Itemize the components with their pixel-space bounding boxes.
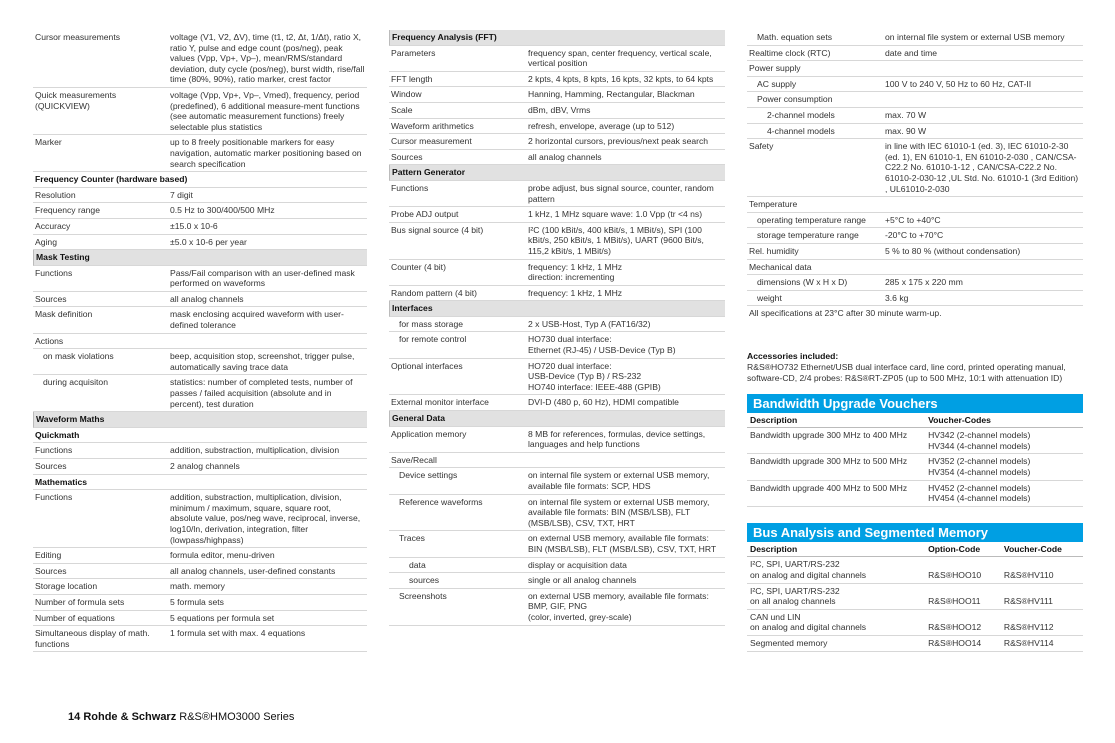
spec-row bbox=[389, 589, 725, 626]
bus-analysis-title: Bus Analysis and Segmented Memory bbox=[747, 523, 1083, 542]
spec-label: Functions bbox=[35, 445, 73, 456]
spec-row bbox=[747, 61, 1083, 77]
spec-row bbox=[33, 375, 367, 412]
spec-row bbox=[33, 611, 367, 627]
table-row bbox=[747, 635, 1083, 651]
spec-value: all analog channels bbox=[528, 151, 602, 162]
spec-label: Math. equation sets bbox=[757, 32, 833, 42]
spec-value: Pass/Fail comparison with an user-defined mask performed on waveforms bbox=[170, 267, 355, 289]
spec-value: single or all analog channels bbox=[528, 575, 637, 586]
table-header: Voucher-Codes bbox=[925, 413, 1083, 428]
spec-row bbox=[747, 275, 1083, 291]
spec-label: Traces bbox=[399, 533, 425, 544]
table-cell: CAN und LIN on analog and digital channels bbox=[747, 609, 925, 635]
table-cell: R&S®HOO12 bbox=[925, 609, 1001, 635]
spec-value: 2 x USB-Host, Typ A (FAT16/32) bbox=[528, 318, 651, 329]
interfaces-rows bbox=[389, 317, 725, 411]
spec-label: Parameters bbox=[391, 47, 436, 58]
spec-value: 5 % to 80 % (without condensation) bbox=[885, 245, 1021, 256]
spec-value: ±5.0 x 10-6 per year bbox=[170, 236, 247, 247]
spec-row bbox=[747, 108, 1083, 124]
spec-value: 2 kpts, 4 kpts, 8 kpts, 16 kpts, 32 kpts, to 64 kpts bbox=[528, 73, 714, 84]
spec-row bbox=[389, 223, 725, 260]
spec-value: mask enclosing acquired waveform with user-defined tolerance bbox=[170, 309, 344, 331]
table-cell: R&S®HV112 bbox=[1001, 609, 1083, 635]
spec-value: all analog channels, user-defined constants bbox=[170, 565, 336, 576]
table-row bbox=[747, 480, 1083, 506]
spec-row bbox=[33, 307, 367, 333]
spec-value: on internal file system or external USB memory, available file formats: SCP, HDS bbox=[528, 470, 710, 491]
spec-row bbox=[747, 213, 1083, 229]
spec-row bbox=[747, 139, 1083, 197]
spec-row bbox=[747, 260, 1083, 276]
spec-row bbox=[33, 595, 367, 611]
spec-value: frequency: 1 kHz, 1 MHz direction: incrementing bbox=[528, 261, 623, 283]
table-cell: Segmented memory bbox=[747, 635, 925, 651]
pattern-generator-rows bbox=[389, 181, 725, 301]
spec-label: for mass storage bbox=[399, 318, 463, 329]
spec-label: Safety bbox=[749, 141, 774, 152]
table-cell: I²C, SPI, UART/RS-232 on analog and digital channels bbox=[747, 557, 925, 583]
spec-label: Functions bbox=[35, 492, 73, 503]
spec-label: Probe ADJ output bbox=[391, 209, 459, 220]
accessories-text: R&S®HO732 Ethernet/USB dual interface card, line cord, printed operating manual, software-CD, 2/4 probes: R&S®RT-ZP05 (up to 500 MHz, 10:1 with attenuation ID) bbox=[747, 362, 1066, 384]
spec-row bbox=[747, 46, 1083, 62]
spec-value: frequency: 1 kHz, 1 MHz bbox=[528, 287, 623, 298]
spec-value: up to 8 freely positionable markers for easy navigation, automatic marker positioning based on search specification bbox=[170, 137, 362, 169]
spec-value: beep, acquisition stop, screenshot, trigger pulse, automatically saving trace data bbox=[170, 351, 355, 372]
fft-rows bbox=[389, 46, 725, 166]
spec-label: Sources bbox=[35, 565, 67, 576]
spec-label: Bus signal source (4 bit) bbox=[391, 224, 484, 235]
spec-value: HO720 dual interface: USB-Device (Typ B) / RS-232 HO740 interface: IEEE-488 (GPIB) bbox=[528, 360, 661, 392]
spec-value: 1 formula set with max. 4 equations bbox=[170, 628, 306, 639]
spec-label: during acquisiton bbox=[43, 377, 108, 388]
spec-value: date and time bbox=[885, 47, 938, 58]
column-2 bbox=[389, 30, 725, 626]
table-header: Option-Code bbox=[925, 542, 1001, 557]
spec-row bbox=[33, 188, 367, 204]
spec-row bbox=[33, 203, 367, 219]
spec-row bbox=[33, 292, 367, 308]
page-footer bbox=[68, 711, 294, 723]
table-cell: HV352 (2-channel models) HV354 (4-channel models) bbox=[925, 454, 1083, 480]
spec-label: Simultaneous display of math. functions bbox=[35, 628, 150, 649]
spec-value bbox=[882, 61, 1083, 76]
spec-label: Resolution bbox=[35, 189, 76, 200]
table-header: Voucher-Code bbox=[1001, 542, 1083, 557]
spec-label: External monitor interface bbox=[391, 397, 489, 408]
spec-row bbox=[33, 564, 367, 580]
spec-row bbox=[747, 30, 1083, 46]
spec-row bbox=[33, 459, 367, 475]
spec-row bbox=[389, 359, 725, 396]
spec-label: 4-channel models bbox=[767, 125, 835, 136]
spec-label: Accuracy bbox=[35, 220, 71, 231]
spec-label: Window bbox=[391, 89, 422, 100]
spec-label: on mask violations bbox=[43, 351, 114, 362]
column-3 bbox=[747, 30, 1083, 652]
section-general-data: General Data bbox=[389, 411, 725, 427]
table-cell: Bandwidth upgrade 300 MHz to 400 MHz bbox=[747, 428, 925, 454]
general-data-rows bbox=[389, 427, 725, 626]
spec-value: 5 equations per formula set bbox=[170, 612, 275, 623]
spec-value: HO730 dual interface: Ethernet (RJ-45) / USB-Device (Typ B) bbox=[528, 334, 676, 356]
spec-value: addition, substraction, multiplication, division, minimum / maximum, square, square root, absolute value, pos/neg wave, reciprocal, inverse, log10/ln, derivation, integration, filter (lowpass/highpass) bbox=[170, 492, 361, 545]
spec-label: Aging bbox=[35, 236, 57, 247]
table-row bbox=[747, 609, 1083, 635]
spec-value: voltage (V1, V2, ΔV), time (t1, t2, Δt, 1/Δt), ratio X, ratio Y, pulse and edge count (pos/neg), peak values (Vpp, Vp+, Vp–), mean/RMS/standard deviation, duty cycle (pos/neg), burst width, rise/fall time (80%, 90%), ratio marker, crest factor bbox=[170, 32, 365, 85]
table-row bbox=[747, 583, 1083, 609]
general-data-continued-rows bbox=[747, 30, 1083, 306]
spec-row bbox=[747, 197, 1083, 213]
spec-row bbox=[389, 332, 725, 358]
spec-label: Reference waveforms bbox=[399, 496, 483, 507]
spec-label: FFT length bbox=[391, 73, 433, 84]
spec-label: Screenshots bbox=[399, 590, 447, 601]
series-name: R&S®HMO3000 Series bbox=[179, 711, 295, 723]
spec-row bbox=[33, 443, 367, 459]
bandwidth-vouchers-table bbox=[747, 413, 1083, 507]
spec-label: Realtime clock (RTC) bbox=[749, 47, 831, 58]
spec-label: sources bbox=[409, 575, 440, 586]
spec-value: frequency span, center frequency, vertical scale, vertical position bbox=[528, 47, 712, 69]
spec-value: probe adjust, bus signal source, counter, random pattern bbox=[528, 182, 714, 204]
section-frequency-counter: Frequency Counter (hardware based) bbox=[33, 172, 367, 188]
table-row bbox=[747, 454, 1083, 480]
spec-row bbox=[33, 334, 367, 350]
spec-value bbox=[882, 197, 1083, 212]
spec-label: Save/Recall bbox=[391, 454, 437, 465]
spec-label: Random pattern (4 bit) bbox=[391, 287, 477, 298]
spec-label: Cursor measurement bbox=[391, 136, 472, 147]
spec-row bbox=[389, 531, 725, 557]
spec-value: display or acquisition data bbox=[528, 559, 627, 570]
table-header: Description bbox=[747, 413, 925, 428]
spec-value: 100 V to 240 V, 50 Hz to 60 Hz, CAT-II bbox=[885, 78, 1032, 89]
spec-row bbox=[33, 490, 367, 548]
spec-label: data bbox=[409, 559, 426, 570]
section-waveform-maths: Waveform Maths bbox=[33, 412, 367, 428]
table-cell: R&S®HOO14 bbox=[925, 635, 1001, 651]
spec-label: dimensions (W x H x D) bbox=[757, 277, 848, 288]
spec-value: max. 90 W bbox=[885, 125, 927, 136]
spec-row bbox=[33, 349, 367, 375]
mask-testing-rows bbox=[33, 266, 367, 413]
spec-label: Sources bbox=[35, 461, 67, 471]
spec-value: 3.6 kg bbox=[885, 292, 909, 303]
section-mask-testing: Mask Testing bbox=[33, 250, 367, 266]
spec-label: Power supply bbox=[749, 63, 801, 74]
spec-row bbox=[33, 548, 367, 564]
spec-row bbox=[389, 427, 725, 453]
spec-row bbox=[747, 124, 1083, 140]
spec-label: Scale bbox=[391, 104, 413, 115]
spec-label: Sources bbox=[391, 151, 423, 162]
spec-value: -20°C to +70°C bbox=[885, 230, 944, 241]
spec-row bbox=[389, 558, 725, 574]
spec-row bbox=[389, 453, 725, 469]
spec-row bbox=[33, 30, 367, 88]
bus-analysis-table bbox=[747, 542, 1083, 652]
spec-label: Marker bbox=[35, 137, 62, 148]
spec-value: 5 formula sets bbox=[170, 596, 224, 607]
table-cell: HV342 (2-channel models) HV344 (4-channel models) bbox=[925, 428, 1083, 454]
table-cell: R&S®HV111 bbox=[1001, 583, 1083, 609]
spec-row bbox=[33, 235, 367, 251]
spec-label: Application memory bbox=[391, 428, 467, 439]
spec-value: in line with IEC 61010-1 (ed. 3), IEC 61010-2-30 (ed. 1), EN 61010-1, EN 61010-2-030 , CAN/CSA-C22.2 No. 61010-1-12 , CAN/CSA-C22.2 No. 61010-2-030-12 ,UL Std. No. 61010-1 (3rd Edition) , UL61010-2-030 bbox=[885, 141, 1079, 194]
spec-row bbox=[389, 150, 725, 166]
spec-row bbox=[389, 286, 725, 302]
accessories-title: Accessories included: bbox=[747, 350, 839, 361]
spec-label: Power consumption bbox=[757, 94, 833, 105]
spec-row bbox=[33, 219, 367, 235]
spec-row bbox=[33, 135, 367, 172]
spec-value: addition, substraction, multiplication, division bbox=[170, 445, 340, 456]
table-cell: HV452 (2-channel models) HV454 (4-channel models) bbox=[925, 480, 1083, 506]
table-cell: R&S®HOO11 bbox=[925, 583, 1001, 609]
bandwidth-vouchers bbox=[747, 394, 1083, 507]
spec-value: 8 MB for references, formulas, device settings, languages and help functions bbox=[528, 428, 706, 450]
frequency-counter-rows bbox=[33, 188, 367, 250]
spec-value: all analog channels bbox=[170, 293, 244, 304]
spec-row bbox=[33, 579, 367, 595]
spec-value: max. 70 W bbox=[885, 109, 927, 120]
spec-label: Cursor measurements bbox=[35, 32, 121, 42]
spec-value: formula editor, menu-driven bbox=[170, 550, 275, 561]
spec-value: statistics: number of completed tests, number of passes / failed acquisition (absolute and in percent), test duration bbox=[170, 377, 353, 409]
spec-row bbox=[389, 181, 725, 207]
table-header: Description bbox=[747, 542, 925, 557]
spec-row bbox=[33, 88, 367, 135]
spec-label: Quick measurements (QUICKVIEW) bbox=[35, 89, 117, 111]
page-number: 14 bbox=[68, 711, 81, 723]
brand-name: Rohde & Schwarz bbox=[83, 711, 177, 723]
spec-value: 0.5 Hz to 300/400/500 MHz bbox=[170, 205, 275, 216]
spec-value: on internal file system or external USB memory bbox=[885, 32, 1065, 42]
table-cell: Bandwidth upgrade 300 MHz to 500 MHz bbox=[747, 454, 925, 480]
spec-value: on external USB memory, available file formats: BIN (MSB/LSB), FLT (MSB/LSB), CSV, TXT, HRT bbox=[528, 533, 717, 554]
spec-value bbox=[882, 260, 1083, 275]
spec-label: AC supply bbox=[757, 78, 797, 89]
subsection-quickmath: Quickmath bbox=[33, 428, 367, 444]
spec-value: voltage (Vpp, Vp+, Vp–, Vmed), frequency, period (predefined), 6 additional measure-ment functions (see automatic measurement functions) freely selectable plus statistics bbox=[170, 89, 360, 132]
spec-label: Functions bbox=[391, 182, 429, 193]
spec-label: Number of equations bbox=[35, 612, 115, 623]
spec-label: weight bbox=[757, 292, 782, 303]
spec-label: Mask definition bbox=[35, 309, 93, 320]
spec-row bbox=[747, 92, 1083, 108]
spec-label: for remote control bbox=[399, 334, 467, 345]
subsection-mathematics: Mathematics bbox=[33, 475, 367, 491]
spec-row bbox=[33, 626, 367, 652]
spec-label: Number of formula sets bbox=[35, 596, 125, 607]
table-row bbox=[747, 428, 1083, 454]
spec-label: storage temperature range bbox=[757, 230, 859, 241]
spec-row bbox=[389, 468, 725, 494]
spec-row bbox=[389, 103, 725, 119]
spec-value: I²C (100 kBit/s, 400 kBit/s, 1 MBit/s), SPI (100 kBit/s, 250 kBit/s, 1 MBit/s), UART (9600 Bit/s, 115,2 kBit/s, 1 MBit/s) bbox=[528, 224, 704, 256]
spec-row bbox=[747, 244, 1083, 260]
bandwidth-vouchers-title: Bandwidth Upgrade Vouchers bbox=[747, 394, 1083, 413]
spec-value bbox=[525, 453, 725, 468]
spec-row bbox=[389, 72, 725, 88]
spec-label: Device settings bbox=[399, 470, 458, 481]
spec-value bbox=[882, 92, 1083, 107]
table-cell: R&S®HOO10 bbox=[925, 557, 1001, 583]
section-interfaces: Interfaces bbox=[389, 301, 725, 317]
spec-row bbox=[389, 395, 725, 411]
bus-analysis bbox=[747, 523, 1083, 652]
spec-row bbox=[389, 573, 725, 589]
spec-value: dBm, dBV, Vrms bbox=[528, 104, 591, 115]
spec-row bbox=[389, 260, 725, 286]
spec-row bbox=[389, 87, 725, 103]
spec-label: Temperature bbox=[749, 199, 798, 210]
spec-label: Sources bbox=[35, 293, 67, 304]
spec-value: 285 x 175 x 220 mm bbox=[885, 277, 963, 288]
spec-label: Mechanical data bbox=[749, 261, 812, 272]
section-fft: Frequency Analysis (FFT) bbox=[389, 30, 725, 46]
spec-row bbox=[389, 46, 725, 72]
table-cell: I²C, SPI, UART/RS-232 on all analog channels bbox=[747, 583, 925, 609]
spec-value: refresh, envelope, average (up to 512) bbox=[528, 120, 675, 131]
spec-label: Storage location bbox=[35, 581, 98, 592]
table-cell: Bandwidth upgrade 400 MHz to 500 MHz bbox=[747, 480, 925, 506]
spec-value: 2 horizontal cursors, previous/next peak search bbox=[528, 136, 709, 147]
spec-value: ±15.0 x 10-6 bbox=[170, 220, 218, 231]
spec-value: DVI-D (480 p, 60 Hz), HDMI compatible bbox=[528, 397, 679, 408]
spec-label: 2-channel models bbox=[767, 109, 835, 120]
spec-label: Optional interfaces bbox=[391, 360, 463, 371]
spec-label: Editing bbox=[35, 550, 62, 561]
spec-value: 7 digit bbox=[170, 189, 193, 200]
spec-row bbox=[389, 207, 725, 223]
spec-row bbox=[389, 317, 725, 333]
spec-value: math. memory bbox=[170, 581, 225, 592]
spec-value: Hanning, Hamming, Rectangular, Blackman bbox=[528, 89, 695, 100]
column-1 bbox=[33, 30, 367, 652]
mathematics-rows bbox=[33, 490, 367, 652]
spec-row bbox=[389, 495, 725, 532]
spec-row bbox=[389, 134, 725, 150]
spec-value bbox=[167, 334, 367, 349]
spec-label: Frequency range bbox=[35, 205, 100, 216]
table-cell: R&S®HV114 bbox=[1001, 635, 1083, 651]
spec-value: on internal file system or external USB memory, available file formats: BIN (MSB/LSB), FLT (MSB/LSB), CSV, TXT, HRT bbox=[528, 496, 710, 528]
spec-label: Actions bbox=[35, 335, 64, 346]
spec-value: 1 kHz, 1 MHz square wave: 1.0 Vpp (tr <4 ns) bbox=[528, 209, 703, 220]
section-pattern-generator: Pattern Generator bbox=[389, 165, 725, 181]
spec-value: on external USB memory, available file formats: BMP, GIF, PNG (color, inverted, grey-scale) bbox=[528, 590, 709, 622]
spec-label: Counter (4 bit) bbox=[391, 261, 446, 272]
spec-label: Rel. humidity bbox=[749, 245, 799, 256]
spec-label: Waveform arithmetics bbox=[391, 120, 474, 131]
spec-value: +5°C to +40°C bbox=[885, 214, 941, 225]
spec-row bbox=[33, 266, 367, 292]
table-row bbox=[747, 557, 1083, 583]
spec-row bbox=[747, 77, 1083, 93]
cursor-rows bbox=[33, 30, 367, 172]
spec-label: Functions bbox=[35, 267, 73, 278]
spec-row bbox=[389, 119, 725, 135]
spec-value: 2 analog channels bbox=[170, 461, 240, 471]
quickmath-rows bbox=[33, 443, 367, 474]
table-cell: R&S®HV110 bbox=[1001, 557, 1083, 583]
spec-row bbox=[747, 291, 1083, 307]
spec-label: operating temperature range bbox=[757, 214, 866, 225]
spec-row bbox=[747, 228, 1083, 244]
specification-note: All specifications at 23°C after 30 minute warm-up. bbox=[749, 308, 942, 319]
